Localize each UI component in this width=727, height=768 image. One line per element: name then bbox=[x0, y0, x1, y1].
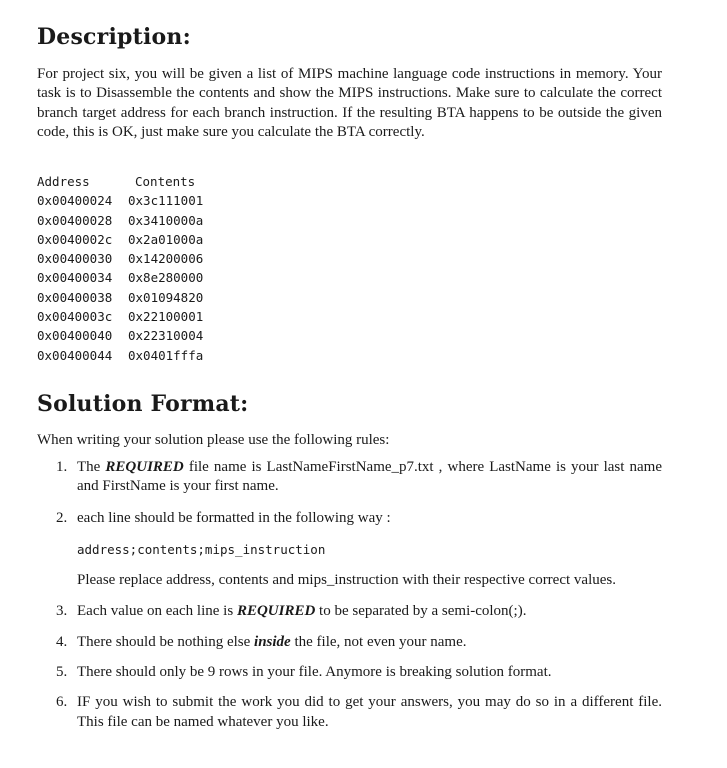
rule-item bbox=[37, 458, 662, 497]
address-cell: 0x00400028 bbox=[37, 212, 113, 228]
table-row bbox=[37, 307, 203, 326]
address-cell: 0x00400034 bbox=[37, 270, 113, 286]
rule-emphasis: inside bbox=[254, 633, 291, 650]
rule-number: 2. bbox=[56, 509, 68, 526]
description-paragraph: For project six, you will be given a list of MIPS machine language code instructions in memory. Your task is to Disassemble the contents and show the MIPS instructions. Make sure to calculate the correct branch target address for each branch instruction. If the resulting BTA happens to be outside the given code, this is OK, just make sure you calculate the BTA correctly. bbox=[37, 66, 662, 140]
rule-item bbox=[37, 633, 662, 652]
address-cell: 0x00400030 bbox=[37, 251, 113, 267]
rule-emphasis: REQUIRED bbox=[236, 603, 316, 620]
rule-text: the file, not even your name. bbox=[290, 633, 467, 650]
rule-item bbox=[37, 602, 662, 621]
rule-text: The bbox=[77, 459, 106, 475]
rule-text: each line should be formatted in the following way : bbox=[77, 509, 391, 526]
address-cell: 0x0040003c bbox=[37, 309, 113, 325]
rules-list bbox=[37, 458, 662, 732]
rule-text: to be separated by a semi-colon(;). bbox=[315, 603, 527, 620]
contents-cell: 0x8e280000 bbox=[128, 270, 204, 286]
table-row bbox=[37, 268, 203, 287]
contents-cell: 0x2a01000a bbox=[128, 231, 204, 247]
address-cell: 0x0040002c bbox=[37, 231, 113, 247]
rule-text: There should only be 9 rows in your file. Anymore is breaking solution format. bbox=[77, 664, 552, 681]
address-cell: 0x00400024 bbox=[37, 193, 113, 209]
contents-cell: 0x14200006 bbox=[128, 251, 204, 267]
rule-text: Each value on each line is bbox=[77, 603, 237, 620]
contents-cell: 0x22100001 bbox=[128, 309, 204, 325]
description-heading: Description: bbox=[37, 24, 191, 50]
rule-number: 3. bbox=[56, 603, 68, 620]
rule-number: 1. bbox=[56, 459, 68, 475]
contents-column-header: Contents bbox=[135, 174, 196, 189]
rule-number: 6. bbox=[56, 694, 68, 711]
table-row bbox=[37, 326, 203, 345]
contents-cell: 0x01094820 bbox=[128, 289, 204, 305]
table-row bbox=[37, 230, 203, 249]
solution-intro: When writing your solution please use the following rules: bbox=[37, 432, 390, 448]
rule-item bbox=[37, 693, 662, 732]
rule-text: IF you wish to submit the work you did to get your answers, you may do so in a different file. This file can be named whatever you like. bbox=[77, 694, 662, 730]
rule-emphasis: REQUIRED bbox=[105, 459, 184, 475]
rule-text: There should be nothing else bbox=[77, 633, 255, 650]
address-column-header: Address bbox=[37, 174, 90, 189]
memory-table bbox=[37, 172, 203, 365]
rule-item bbox=[37, 509, 662, 591]
memory-table-header bbox=[37, 172, 203, 191]
contents-cell: 0x3c111001 bbox=[128, 193, 204, 209]
address-cell: 0x00400044 bbox=[37, 347, 113, 363]
contents-cell: 0x3410000a bbox=[128, 212, 204, 228]
address-cell: 0x00400040 bbox=[37, 328, 113, 344]
contents-cell: 0x0401fffa bbox=[128, 347, 204, 363]
solution-heading: Solution Format: bbox=[37, 391, 249, 417]
address-cell: 0x00400038 bbox=[37, 289, 113, 305]
rule-note: Please replace address, contents and mips_instruction with their respective correct values. bbox=[77, 572, 616, 589]
table-row bbox=[37, 191, 203, 210]
table-row bbox=[37, 288, 203, 307]
table-row bbox=[37, 211, 203, 230]
rule-number: 4. bbox=[56, 633, 68, 650]
format-code-example: address;contents;mips_instruction bbox=[77, 541, 326, 557]
table-row bbox=[37, 346, 203, 365]
table-row bbox=[37, 249, 203, 268]
rule-item bbox=[37, 663, 662, 682]
rule-text: file name is LastNameFirstName_p7.txt , where LastName is your last name and FirstName is your first name. bbox=[77, 459, 662, 495]
rule-number: 5. bbox=[56, 664, 68, 681]
contents-cell: 0x22310004 bbox=[128, 328, 204, 344]
